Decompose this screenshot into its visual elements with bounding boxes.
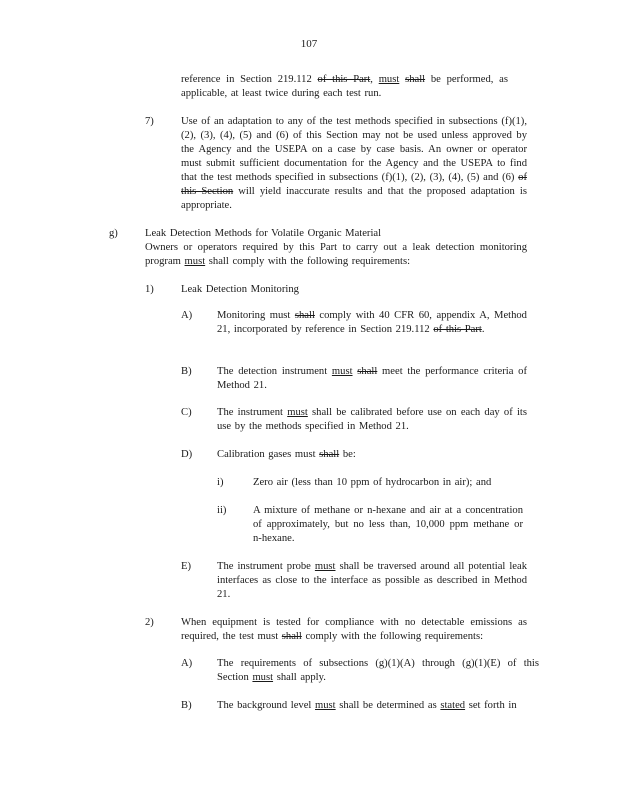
item-2b-text: The background level	[217, 700, 316, 711]
intro-paragraph	[181, 73, 508, 101]
section-g-label: g)	[109, 228, 118, 239]
struck-text: shall	[281, 631, 302, 642]
intro-text: ,	[370, 74, 379, 85]
item-1-title: Leak Detection Monitoring	[181, 284, 299, 295]
intro-text: be performed, as applicable, at least twice during each test run.	[181, 74, 508, 99]
page-number: 107	[300, 38, 318, 50]
item-1c-label: C)	[181, 407, 192, 418]
item-2b-text: set forth in	[465, 700, 517, 711]
item-1c-text: The instrument	[217, 407, 288, 418]
item-1d-label: D)	[181, 449, 193, 460]
struck-text: shall	[357, 366, 378, 377]
inserted-text: must	[184, 256, 206, 267]
inserted-text: must	[314, 561, 336, 572]
item-1a-paragraph	[217, 309, 527, 337]
item-1d-text: Calibration gases must	[217, 449, 320, 460]
section-g-text: shall comply with the following requirements:	[205, 256, 411, 267]
item-2-text: comply with the following requirements:	[301, 631, 484, 642]
item-1b-label: B)	[181, 366, 192, 377]
struck-text: of this Section	[181, 172, 527, 197]
item-2a-text: shall apply.	[273, 672, 326, 683]
item-1b-paragraph	[217, 365, 527, 393]
item-1c-text: shall be calibrated before use on each day of its use by the methods specified in Method 21.	[217, 407, 527, 432]
item-1b-text: meet the performance criteria of Method 21.	[217, 366, 527, 391]
struck-text: shall	[405, 74, 426, 85]
item-1a-label: A)	[181, 310, 193, 321]
item-2a-label: A)	[181, 658, 193, 669]
struck-text: shall	[319, 449, 340, 460]
inserted-text: stated	[440, 700, 466, 711]
inserted-text: must	[378, 74, 400, 85]
item-1d-paragraph	[217, 448, 527, 462]
struck-text: of this Part	[433, 324, 482, 335]
inserted-text: must	[287, 407, 308, 418]
item-1e-label: E)	[181, 561, 191, 572]
item-1d-text: be:	[339, 449, 356, 460]
item-7-text: Use of an adaptation to any of the test methods specified in subsections (f)(1), (2), (3), (4), (5) and (6) of this Section may not be used unless approved by the Agency and the USEPA on a case by case basis. An owner or operator must submit sufficient documentation for the Agency and the USEPA to find that the test methods specified in subsections (f)(1), (2), (3), (4), (5) and (6)	[181, 116, 527, 183]
item-7-label: 7)	[145, 116, 154, 127]
item-2a-text: The requirements of subsections (g)(1)(A) through (g)(1)(E) of this Section	[217, 658, 539, 683]
item-2-label: 2)	[145, 617, 154, 628]
item-2-paragraph	[181, 616, 527, 644]
item-1c-paragraph	[217, 406, 527, 434]
item-1e-paragraph	[217, 560, 527, 602]
section-g-text: Owners or operators required by this Part to carry out a leak detection monitoring program	[145, 242, 527, 267]
item-1a-text: .	[481, 324, 485, 335]
inserted-text: must	[315, 700, 336, 711]
item-1d-ii-text: A mixture of methane or n-hexane and air at a concentration of approximately, but no less than, 10,000 ppm methane or n-hexane.	[253, 505, 523, 544]
item-1d-ii-label: ii)	[217, 505, 227, 516]
item-1d-i-label: i)	[217, 477, 224, 488]
item-1e-text: The instrument probe	[217, 561, 315, 572]
item-1a-text: comply with 40 CFR 60, appendix A, Method 21, incorporated by reference in Section 219.112	[217, 310, 527, 335]
item-2-text: When equipment is tested for compliance with no detectable emissions as required, the test must	[181, 617, 527, 642]
item-7-paragraph	[181, 115, 527, 213]
item-2b-text: shall be determined as	[335, 700, 441, 711]
item-2a-paragraph	[217, 657, 539, 685]
inserted-text: must	[331, 366, 353, 377]
struck-text: shall	[294, 310, 315, 321]
item-1d-i-text: Zero air (less than 10 ppm of hydrocarbon in air); and	[253, 477, 492, 488]
section-g-paragraph	[145, 241, 527, 269]
item-1e-text: shall be traversed around all potential leak interfaces as close to the interface as possible as described in Method 21.	[217, 561, 527, 600]
item-1a-text: Monitoring must	[217, 310, 295, 321]
item-1b-text: The detection instrument	[217, 366, 332, 377]
section-g-title: Leak Detection Methods for Volatile Organic Material	[145, 228, 382, 239]
intro-text: reference in Section 219.112	[181, 74, 318, 85]
item-7-text: will yield inaccurate results and that the proposed adaptation is appropriate.	[181, 186, 527, 211]
item-1-label: 1)	[145, 284, 154, 295]
item-2b-paragraph	[217, 699, 539, 713]
inserted-text: must	[252, 672, 274, 683]
item-2b-label: B)	[181, 700, 192, 711]
struck-text: of this Part	[317, 74, 371, 85]
